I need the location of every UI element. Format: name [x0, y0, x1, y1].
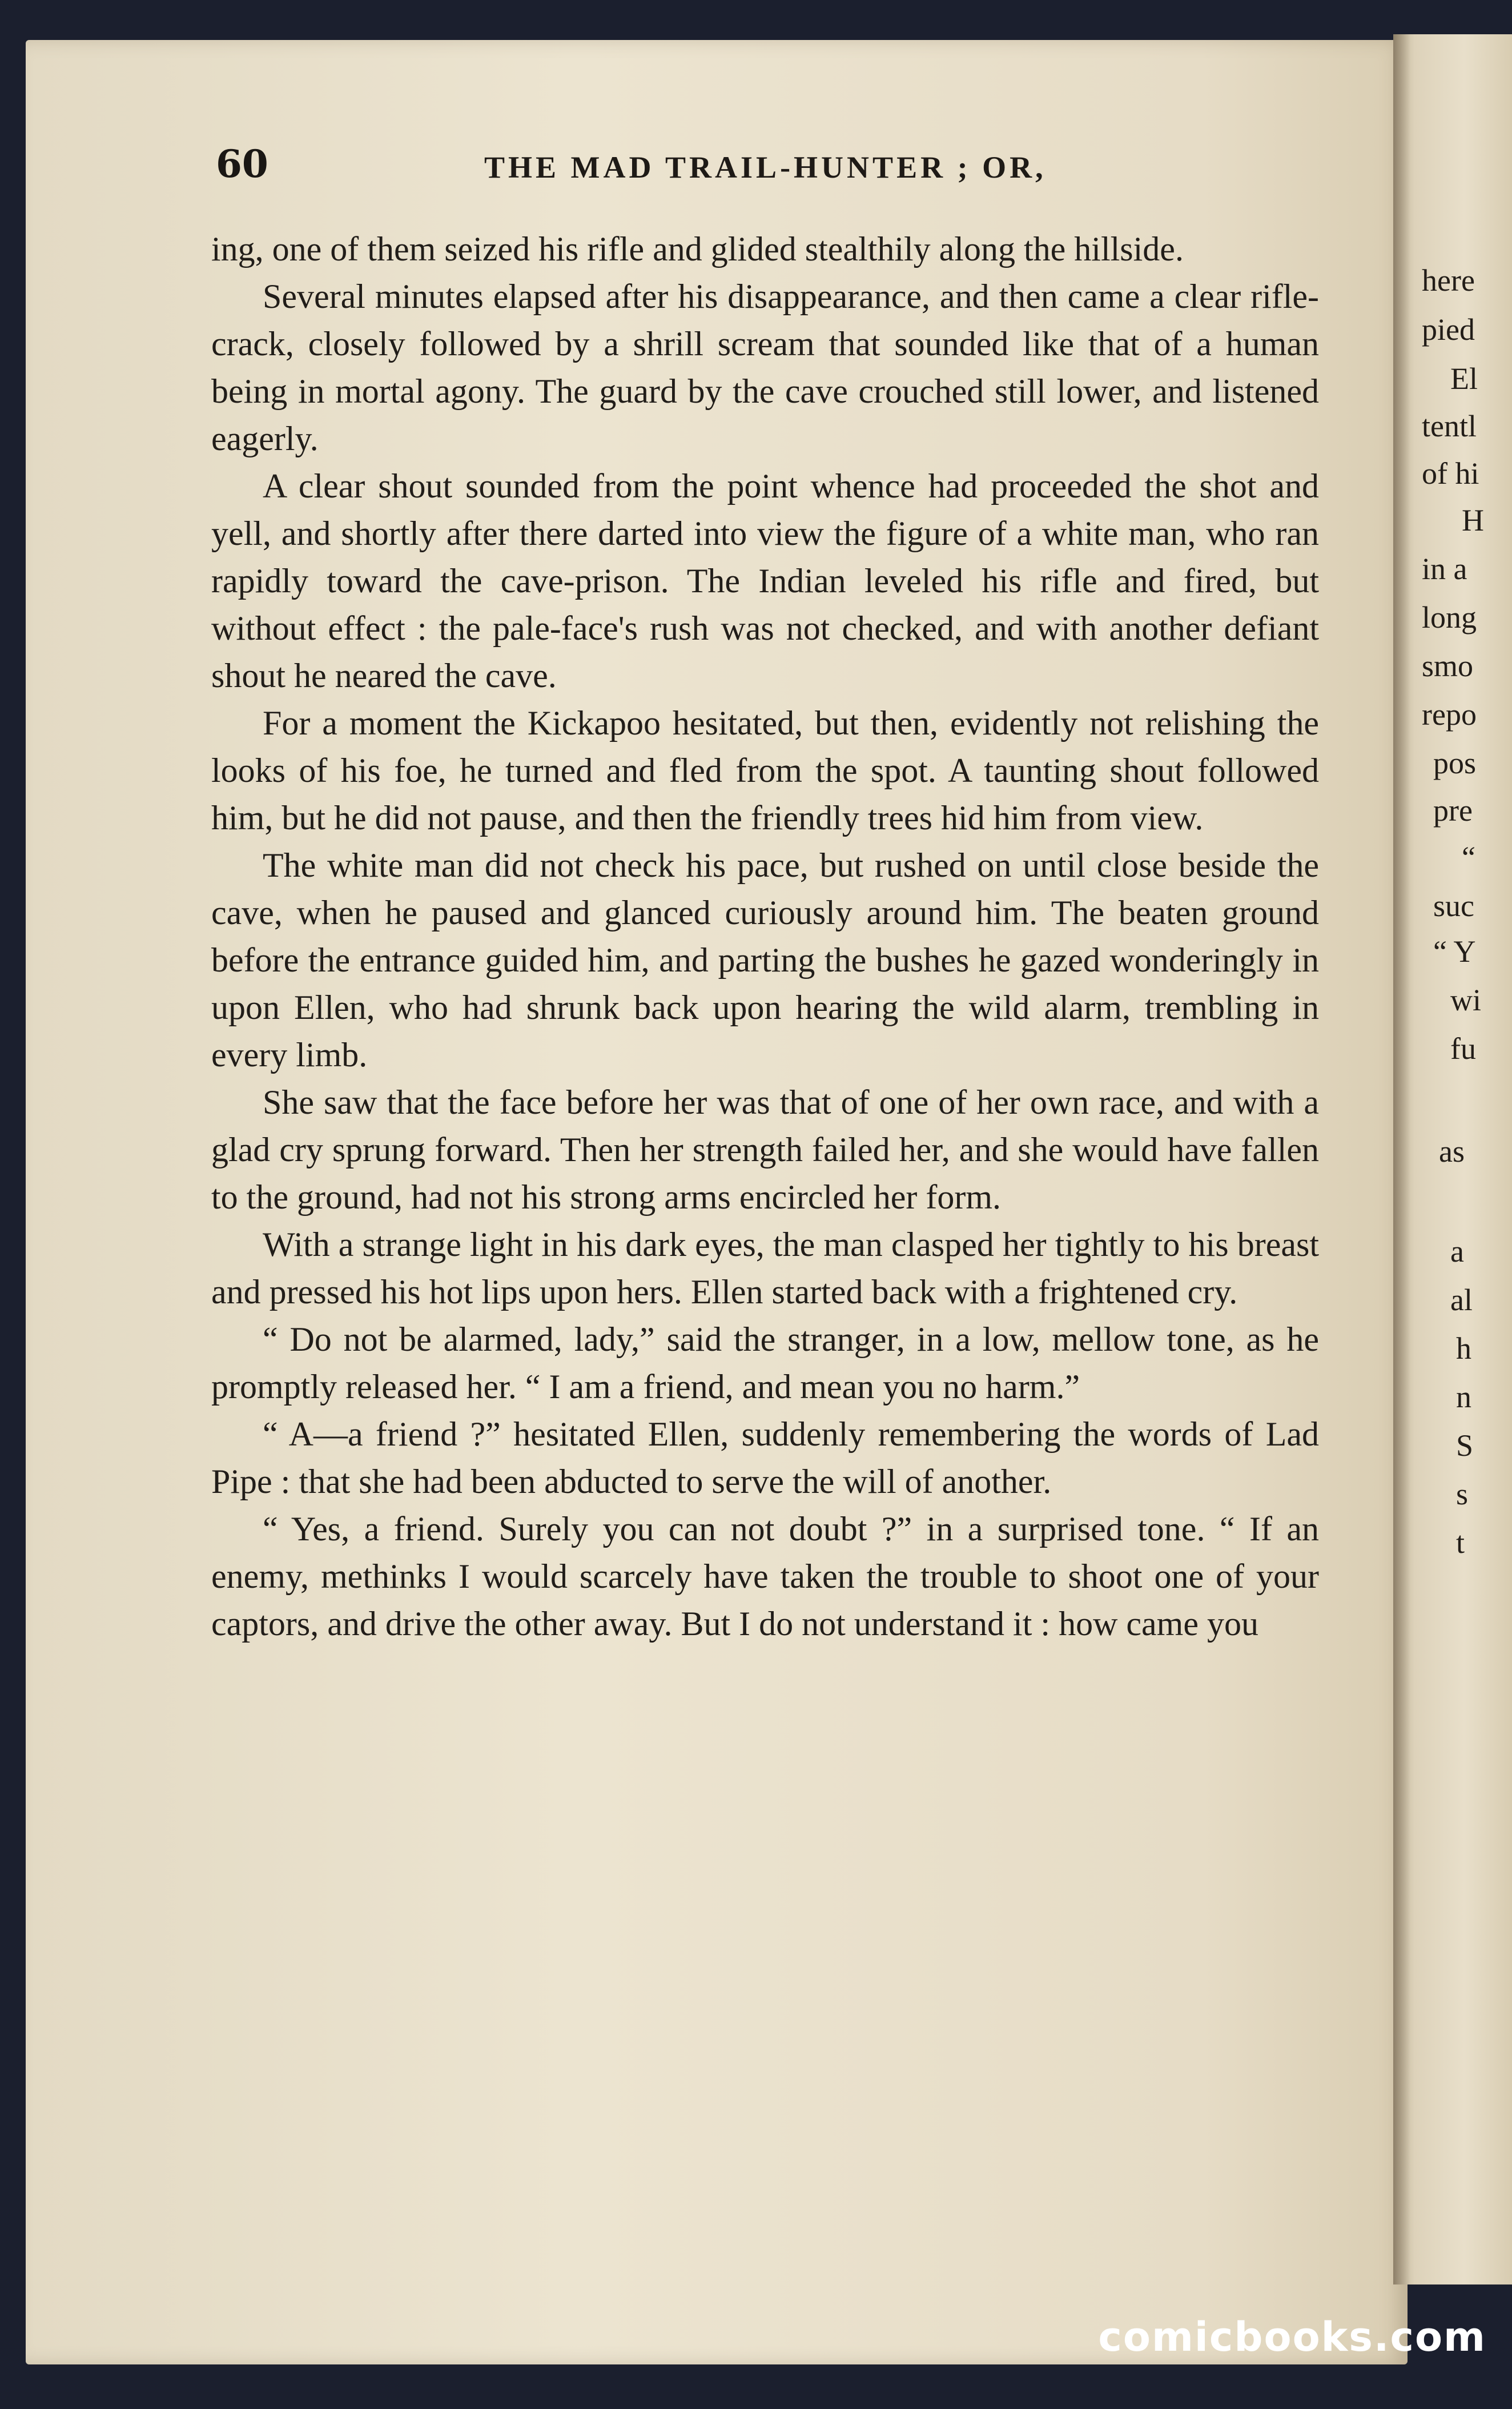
facing-page	[1393, 34, 1512, 2284]
running-title: THE MAD TRAIL-HUNTER ; OR,	[484, 150, 1047, 184]
facing-page-fragment: long	[1422, 600, 1477, 635]
facing-page-fragment: here	[1422, 263, 1475, 298]
facing-page-fragment: pos	[1433, 746, 1477, 780]
paragraph: “ Yes, a friend. Surely you can not doubt ?” in a surprised tone. “ If an enemy, methinks I would scarcely have taken the trouble to shoot one of your captors, and drive the other away. But I do not understand it : how came you	[211, 1510, 1319, 1643]
paragraph: Several minutes elapsed after his disappearance, and then came a clear rifle-crack, closely followed by a shrill scream that sounded like that of a human being in mortal agony. The guard by the cave crouched still lower, and listened eagerly.	[211, 278, 1319, 457]
book-gutter-shadow	[1393, 34, 1410, 2284]
facing-page-fragment: S	[1456, 1428, 1474, 1463]
facing-page-fragment: suc	[1433, 889, 1474, 923]
facing-page-fragment: t	[1456, 1525, 1465, 1560]
paragraph: With a strange light in his dark eyes, the man clasped her tightly to his breast and pressed his hot lips upon hers. Ellen started back with a frightened cry.	[211, 1226, 1319, 1311]
facing-page-fragment: h	[1456, 1331, 1471, 1366]
paragraph: For a moment the Kickapoo hesitated, but then, evidently not relishing the looks of his foe, he turned and fled from the spot. A taunting shout followed him, but he did not pause, and then the friendly trees hid him from view.	[211, 704, 1319, 837]
watermark: comicbooks.com	[1098, 2314, 1486, 2360]
paragraph: She saw that the face before her was that of one of her own race, and with a glad cry sprung forward. Then her strength failed her, and she would have fallen to the ground, had not his strong arms encircled her form.	[211, 1083, 1319, 1216]
page-body	[211, 226, 1319, 1648]
page-header	[187, 142, 1334, 193]
facing-page-fragment: “ Y	[1433, 934, 1476, 969]
facing-page-fragment: fu	[1450, 1031, 1476, 1066]
facing-page-fragment: El	[1450, 362, 1478, 396]
paragraph: A clear shout sounded from the point whence had proceeded the shot and yell, and shortly after there darted into view the figure of a white man, who ran rapidly toward the cave-prison. The Indian leveled his rifle and fired, but without effect : the pale-face's rush was not checked, and with another defiant shout he neared the cave.	[211, 467, 1319, 694]
facing-page-fragment: wi	[1450, 983, 1481, 1017]
facing-page-fragment: repo	[1422, 697, 1477, 732]
facing-page-fragment: of hi	[1422, 456, 1479, 491]
facing-page-fragment: pied	[1422, 312, 1475, 347]
paragraph: “ A—a friend ?” hesitated Ellen, suddenly remembering the words of Lad Pipe : that she had been abducted to serve the will of another.	[211, 1415, 1319, 1500]
paragraph: The white man did not check his pace, but rushed on until close beside the cave, when he paused and glanced curiously around him. The beaten ground before the entrance guided him, and parting the bushes he gazed wonderingly in upon Ellen, who had shrunk back upon hearing the wild alarm, trembling in every limb.	[211, 846, 1319, 1074]
facing-page-fragment: smo	[1422, 649, 1474, 683]
facing-page-fragment: a	[1450, 1234, 1464, 1268]
paragraph: “ Do not be alarmed, lady,” said the stranger, in a low, mellow tone, as he promptly released her. “ I am a friend, and mean you no harm.”	[211, 1320, 1319, 1406]
facing-page-fragment: as	[1439, 1134, 1465, 1169]
facing-page-fragment: s	[1456, 1477, 1469, 1511]
page-number: 60	[216, 142, 268, 186]
facing-page-fragment: tentl	[1422, 409, 1477, 443]
facing-page-fragment: in a	[1422, 552, 1467, 586]
paragraph: ing, one of them seized his rifle and glided stealthily along the hillside.	[211, 230, 1184, 268]
facing-page-fragment: pre	[1433, 793, 1473, 828]
facing-page-fragment: “	[1462, 840, 1475, 874]
facing-page-fragment: al	[1450, 1283, 1473, 1317]
facing-page-fragment: n	[1456, 1380, 1471, 1414]
facing-page-fragment: H	[1462, 503, 1484, 537]
